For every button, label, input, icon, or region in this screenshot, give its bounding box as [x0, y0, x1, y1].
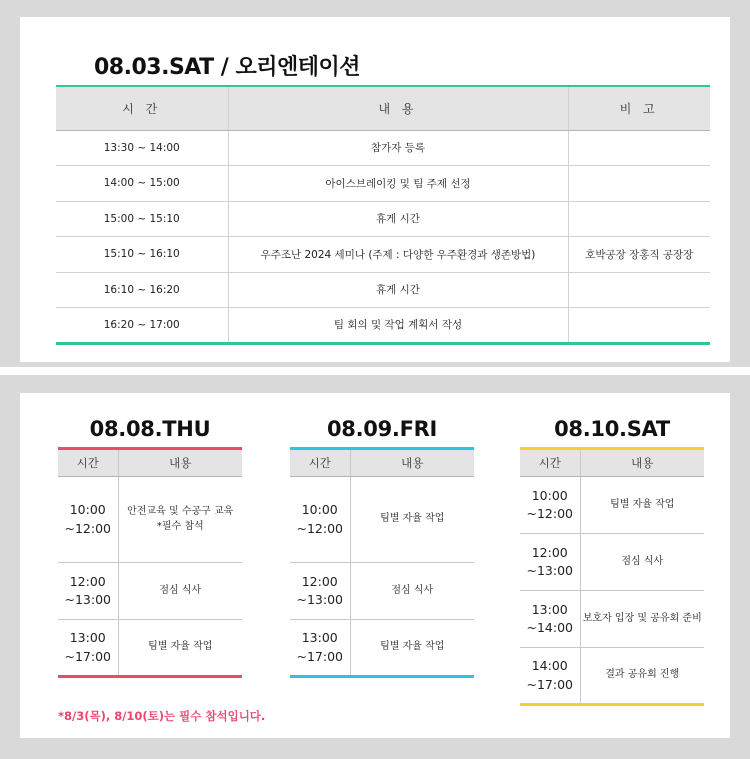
table-row	[520, 534, 704, 591]
row-time: 15:00 ~ 15:10	[56, 201, 228, 237]
row-content	[118, 477, 242, 563]
content-line: 점심 식사	[621, 555, 664, 567]
row-content	[580, 648, 704, 705]
table-row	[58, 477, 242, 563]
row-content	[118, 563, 242, 620]
row-content	[118, 620, 242, 677]
row-time	[290, 620, 350, 677]
table-row	[58, 563, 242, 620]
day-title: 08.09.FRI	[326, 417, 438, 441]
row-time	[58, 477, 118, 563]
table-row	[56, 272, 710, 308]
orientation-schedule-table	[56, 85, 710, 345]
row-note	[568, 272, 710, 308]
daily-schedule-panel	[0, 375, 750, 759]
time-end: ~17:00	[526, 676, 573, 692]
table-row	[56, 130, 710, 166]
daily-schedule-card	[20, 393, 730, 738]
day-schedule-table	[520, 447, 704, 706]
table-row	[290, 563, 474, 620]
time-end: ~12:00	[64, 520, 111, 536]
content-line: 팀별 자율 작업	[148, 641, 213, 653]
content-line: 결과 공유회 진행	[605, 669, 680, 681]
orientation-panel	[0, 0, 750, 367]
time-end: ~17:00	[296, 648, 343, 664]
row-time: 13:30 ~ 14:00	[56, 130, 228, 166]
table-row	[56, 201, 710, 237]
time-end: ~14:00	[526, 620, 573, 635]
content-line: 점심 식사	[159, 584, 202, 596]
row-note: 호박공장 장홍직 공장장	[568, 237, 710, 273]
content-line: 보호자 입장 및 공유회 준비	[582, 612, 702, 624]
time-end: ~13:00	[526, 563, 573, 578]
row-time	[520, 534, 580, 591]
table-row	[56, 237, 710, 273]
day-block-thu	[58, 411, 242, 678]
row-note	[568, 166, 710, 202]
row-note	[568, 308, 710, 344]
time-start: 14:00	[531, 658, 568, 674]
row-content: 참가자 등록	[228, 130, 568, 166]
row-time	[290, 563, 350, 620]
attendance-notice: *8/3(목), 8/10(토)는 필수 참석입니다.	[58, 709, 266, 723]
table-row	[290, 477, 474, 563]
time-start: 13:00	[301, 630, 338, 646]
day-schedule-table	[290, 447, 474, 678]
content-line: *필수 참석	[156, 520, 204, 532]
content-line: 점심 식사	[391, 584, 434, 596]
table-header-row	[58, 449, 242, 477]
day-block-sat	[520, 411, 704, 706]
day-title: 08.08.THU	[89, 417, 211, 441]
row-content	[580, 477, 704, 534]
table-row	[520, 648, 704, 705]
time-end: ~12:00	[526, 506, 573, 521]
time-end: ~13:00	[64, 592, 111, 607]
row-time: 16:10 ~ 16:20	[56, 272, 228, 308]
row-time: 16:20 ~ 17:00	[103, 318, 180, 331]
time-start: 10:00	[301, 502, 338, 518]
header-content: 내용	[580, 449, 704, 477]
content-line: 안전교육 및 수공구 교육	[127, 506, 234, 517]
time-start: 10:00	[531, 487, 568, 503]
header-content: 내용	[118, 449, 242, 477]
header-time: 시간	[58, 449, 118, 477]
time-start: 12:00	[301, 573, 338, 589]
header-time: 시 간	[56, 86, 228, 130]
orientation-card	[20, 17, 730, 362]
table-header-row	[290, 449, 474, 477]
row-content: 팀 회의 및 작업 계획서 작성	[228, 308, 568, 344]
time-end: ~17:00	[64, 648, 111, 664]
content-line: 팀별 자율 작업	[380, 641, 445, 653]
row-content	[580, 591, 704, 648]
header-time: 시간	[290, 449, 350, 477]
row-content: 아이스브레이킹 및 팀 주제 선정	[228, 166, 568, 202]
row-time: 14:00 ~ 15:00	[56, 166, 228, 202]
table-row	[56, 166, 710, 202]
table-header-row	[520, 449, 704, 477]
table-row	[290, 620, 474, 677]
header-note: 비 고	[568, 86, 710, 130]
time-start: 12:00	[531, 544, 568, 560]
header-content: 내 용	[228, 86, 568, 130]
time-start: 13:00	[531, 601, 568, 617]
content-line: 팀별 자율 작업	[380, 513, 445, 525]
row-content	[580, 534, 704, 591]
header-content: 내용	[350, 449, 474, 477]
table-row	[520, 591, 704, 648]
row-time	[58, 620, 118, 677]
day-block-fri	[290, 411, 474, 678]
row-content	[350, 563, 474, 620]
row-content: 휴게 시간	[228, 272, 568, 308]
time-end: ~13:00	[296, 592, 343, 607]
time-end: ~12:00	[296, 520, 343, 536]
table-row	[520, 477, 704, 534]
time-start: 10:00	[69, 502, 106, 518]
day-schedule-table	[58, 447, 242, 678]
row-note	[568, 201, 710, 237]
row-time: 15:10 ~ 16:10	[56, 237, 228, 273]
row-time	[520, 648, 580, 705]
time-start: 12:00	[69, 573, 106, 589]
time-start: 13:00	[69, 630, 106, 646]
row-note	[568, 130, 710, 166]
row-content: 휴게 시간	[228, 201, 568, 237]
row-content	[350, 620, 474, 677]
orientation-title: 08.03.SAT / 오리엔테이션	[94, 55, 360, 80]
row-content	[350, 477, 474, 563]
header-time: 시간	[520, 449, 580, 477]
row-time	[290, 477, 350, 563]
table-row	[56, 308, 710, 344]
day-title: 08.10.SAT	[554, 417, 670, 441]
row-time	[58, 563, 118, 620]
table-row	[58, 620, 242, 677]
row-content: 우주조난 2024 세미나 (주제 : 다양한 우주환경과 생존방법)	[228, 237, 568, 273]
row-time	[520, 591, 580, 648]
content-line: 팀별 자율 작업	[610, 498, 675, 510]
row-time	[520, 477, 580, 534]
table-header-row	[56, 86, 710, 130]
